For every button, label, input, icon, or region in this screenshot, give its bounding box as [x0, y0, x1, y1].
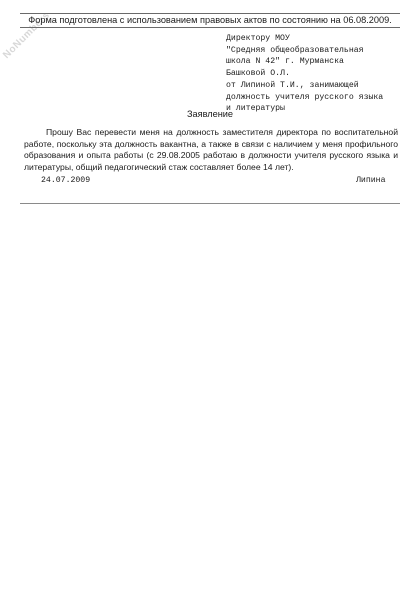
document-body: Прошу Вас перевести меня на должность заместителя директора по воспитательной работе, поскольку эта должность вакантна, а также в связи с наличием у меня профильного образования и опыта работы (с 29.08.2005 работаю в должности учителя русского языка и литературы, общий педагогический стаж составляет более 14 лет).: [24, 127, 398, 172]
notice-divider: [20, 27, 400, 28]
addressee-line: от Липиной Т.И., занимающей: [226, 80, 359, 90]
document-signature: Липина: [356, 176, 386, 185]
top-divider: [20, 13, 400, 14]
watermark: NoNumbers: [1, 9, 53, 62]
document-date: 24.07.2009: [41, 176, 91, 185]
addressee-line: "Средняя общеобразовательная: [226, 45, 364, 55]
legal-notice: Форма подготовлена с использованием правовых актов по состоянию на 06.08.2009.: [28, 15, 392, 25]
addressee-line: должность учителя русского языка: [226, 92, 384, 102]
addressee-line: Директору МОУ: [226, 34, 290, 43]
addressee-line: и литературы: [226, 104, 285, 114]
document-title: Заявление: [186, 109, 234, 119]
addressee-block: [226, 33, 406, 115]
bottom-divider: [20, 203, 400, 204]
addressee-line: школа N 42" г. Мурманска: [226, 57, 344, 67]
addressee-line: Башковой О.Л.: [226, 69, 290, 79]
